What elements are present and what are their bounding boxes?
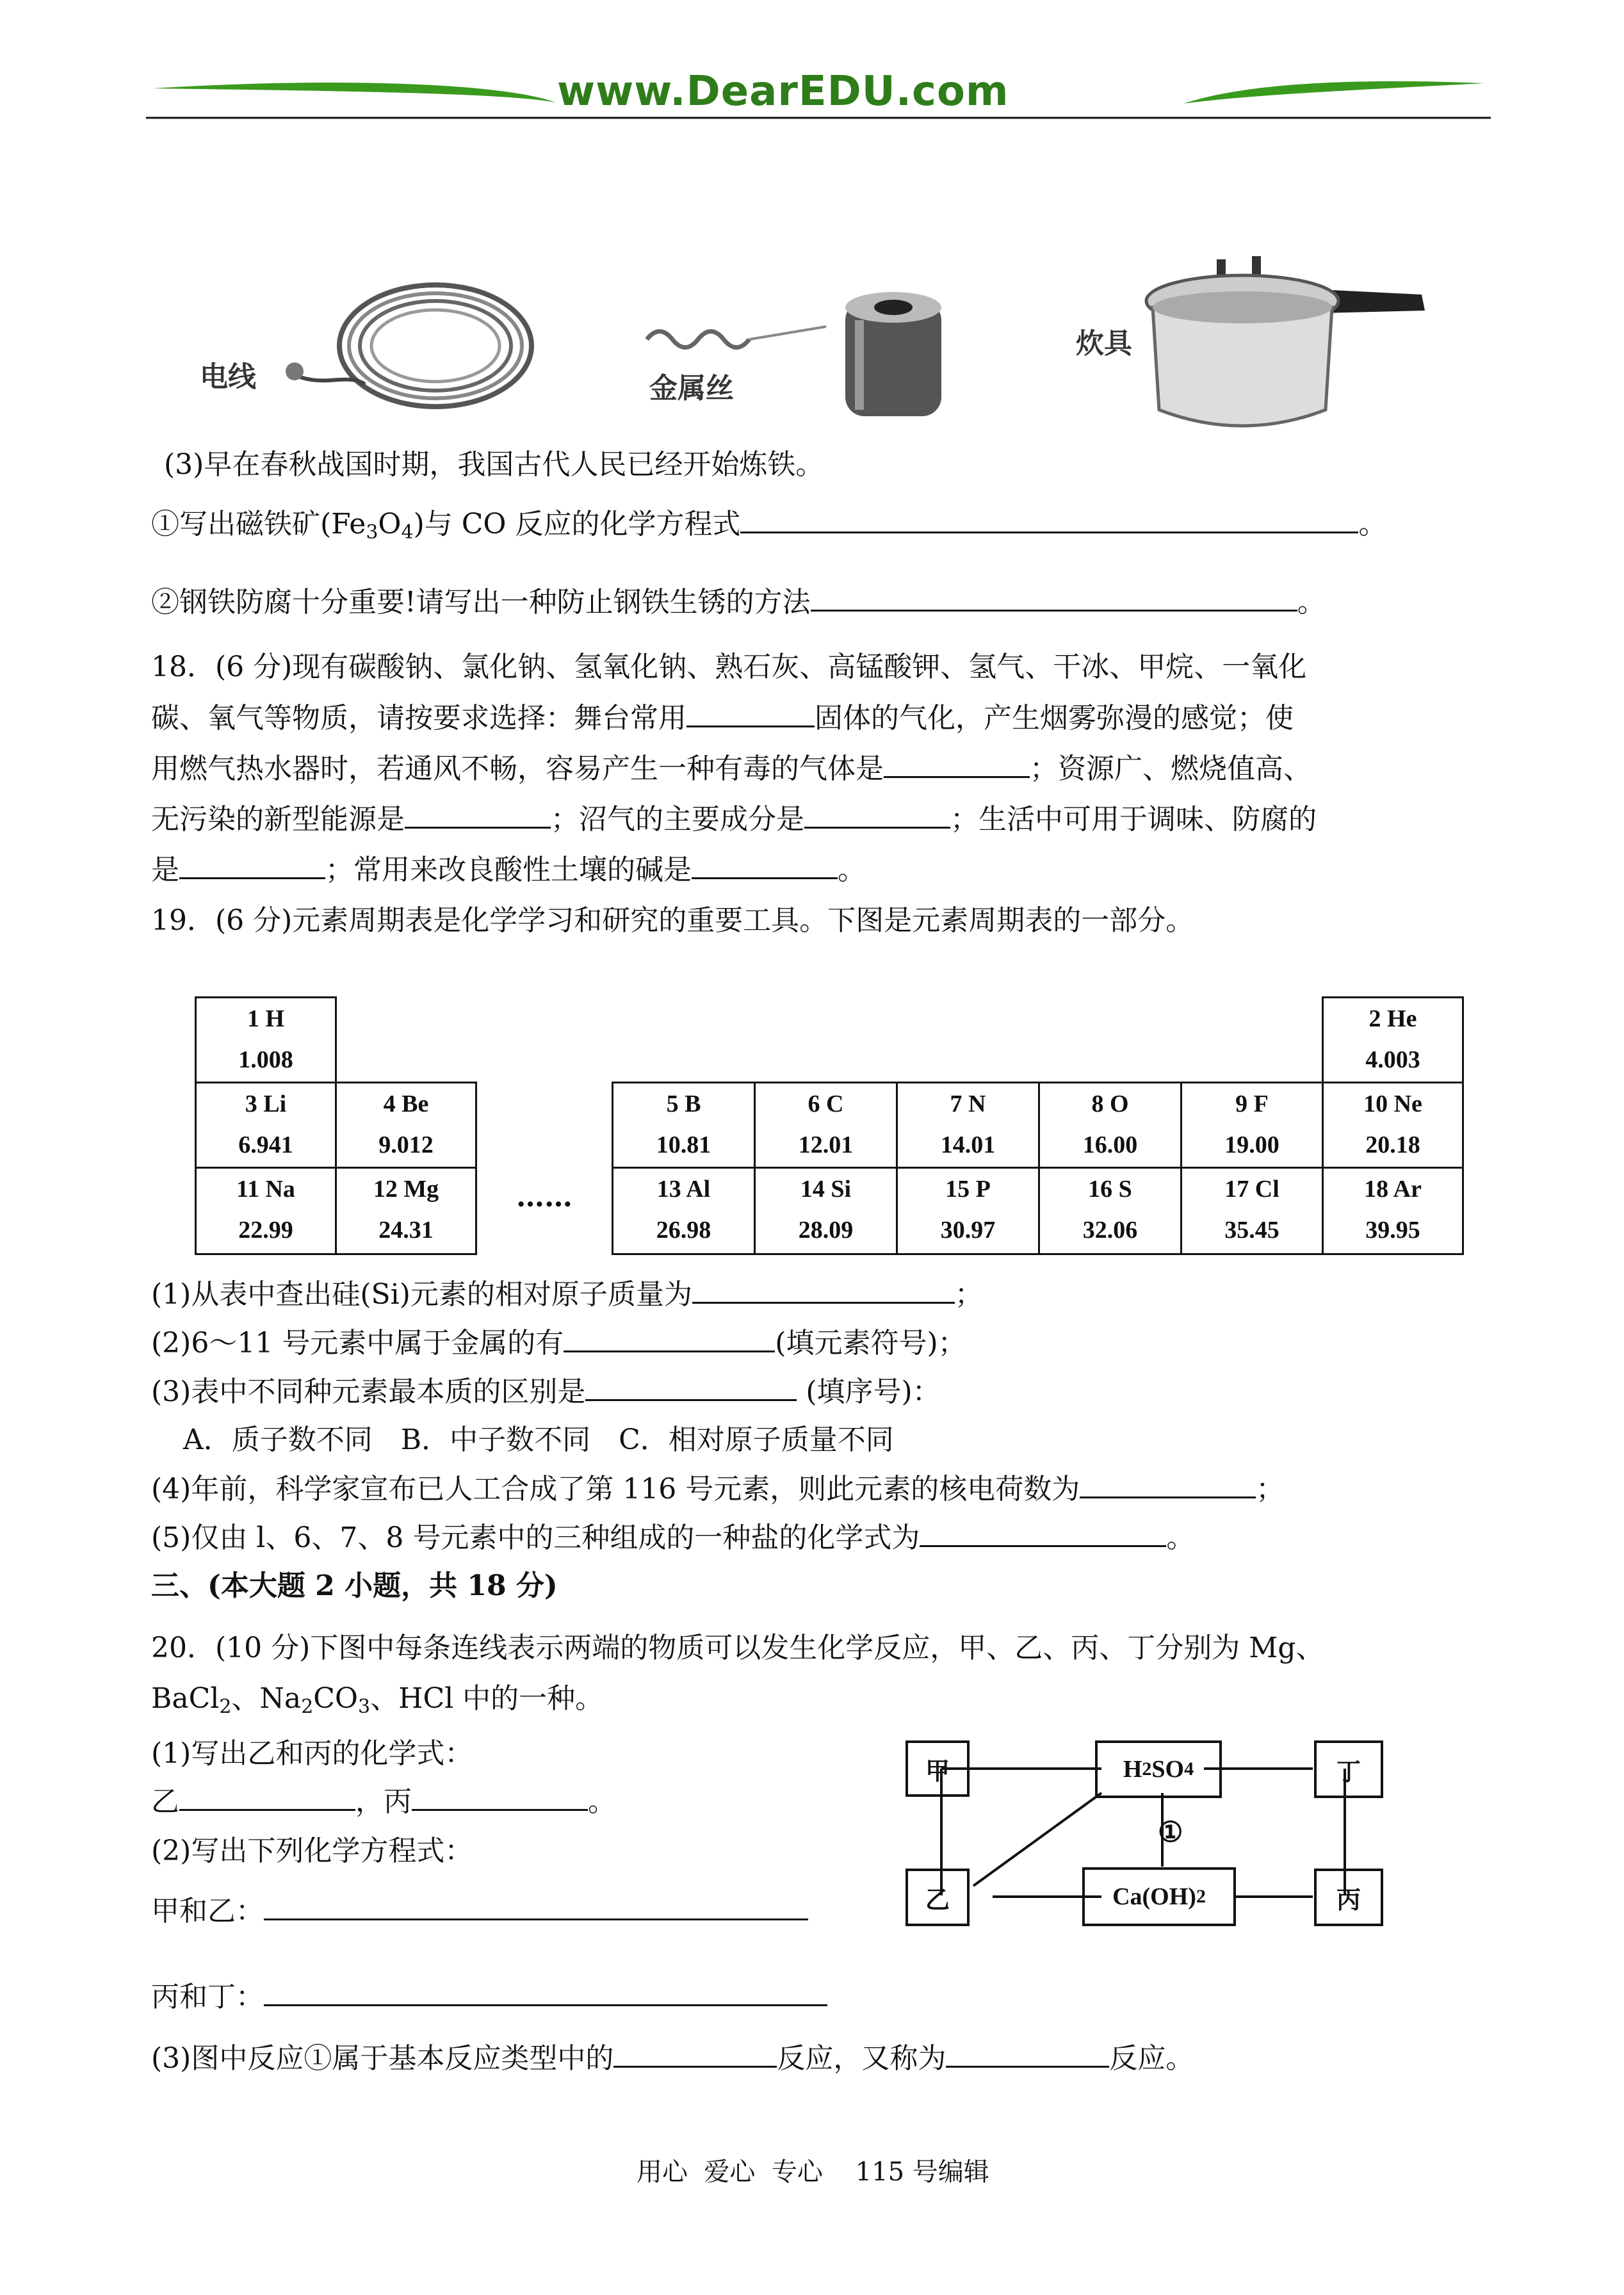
node-bing: 丙	[1314, 1869, 1383, 1926]
element-cell-B: 5 B 10.81	[612, 1082, 756, 1169]
node-jia: 甲	[905, 1740, 970, 1797]
answer-blank[interactable]	[405, 801, 551, 829]
element-cell-Mg: 12 Mg 24.31	[335, 1167, 477, 1255]
q18-line5: 是 ；常用来改良酸性土壤的碱是 。	[151, 852, 866, 888]
q18-line4: 无污染的新型能源是 ；沼气的主要成分是 ；生活中可用于调味、防腐的	[151, 801, 1317, 838]
q20-line1: 20．(10 分)下图中每条连线表示两端的物质可以发生化学反应，甲、乙、丙、丁分别为 Mg、	[151, 1632, 1324, 1664]
element-cell-H: 1 H 1.008	[195, 996, 337, 1083]
page-footer: 用心 爱心 专心 115 号编辑	[637, 2157, 989, 2187]
q20-eq-jia-yi: 甲和乙：	[151, 1893, 808, 1929]
answer-blank[interactable]	[1080, 1471, 1256, 1498]
q19-part2: (2)6～11 号元素中属于金属的有 (填元素符号)；	[151, 1325, 966, 1361]
q19-part1: (1)从表中查出硅(Si)元素的相对原子质量为 ；	[151, 1276, 983, 1313]
element-cell-Al: 13 Al 26.98	[612, 1167, 756, 1255]
element-cell-Li: 3 Li 6.941	[195, 1082, 337, 1169]
q17-line-a: ①写出磁铁矿$(Fe_3O_4)$与 CO 反应的化学方程式 。	[151, 506, 1386, 551]
answer-blank[interactable]	[179, 852, 325, 879]
node-caoh2: Ca(OH) 2	[1082, 1867, 1236, 1926]
answer-blank[interactable]	[740, 506, 1358, 533]
q20-part1-answers: 乙 ，丙 。	[151, 1783, 616, 1820]
answer-blank[interactable]	[920, 1520, 1166, 1547]
q17-line-b: ②钢铁防腐十分重要!请写出一种防止钢铁生锈的方法 。	[151, 584, 1326, 620]
section3-heading: 三、(本大题 2 小题，共 18 分)	[151, 1569, 558, 1602]
q20-part2: (2)写出下列化学方程式：	[151, 1835, 473, 1867]
element-cell-S: 16 S 32.06	[1038, 1167, 1182, 1255]
node-yi: 乙	[905, 1869, 970, 1926]
q17-part3: (3)早在春秋战国时期，我国古代人民已经开始炼铁。	[164, 448, 824, 481]
element-cell-O: 8 O 16.00	[1038, 1082, 1182, 1169]
header-logo-text: www.DearEDU.com	[557, 68, 1009, 115]
node-ding: 丁	[1314, 1740, 1383, 1798]
answer-blank[interactable]	[412, 1783, 588, 1811]
q20-part3: (3)图中反应①属于基本反应类型中的 反应，又称为 反应。	[151, 2040, 1194, 2077]
answer-blank[interactable]	[804, 801, 950, 829]
element-cell-Na: 11 Na 22.99	[195, 1167, 337, 1255]
reaction-1-marker: ①	[1158, 1816, 1183, 1849]
q18-line3: 用燃气热水器时，若通风不畅，容易产生一种有毒的气体是 ；资源广、燃烧值高、	[151, 750, 1311, 787]
answer-blank[interactable]	[811, 584, 1297, 612]
element-cell-Ne: 10 Ne 20.18	[1322, 1082, 1464, 1169]
answer-blank[interactable]	[264, 1979, 827, 2006]
answer-blank[interactable]	[585, 1374, 797, 1401]
answer-blank[interactable]	[692, 1276, 955, 1304]
q19-part4: (4)年前，科学家宣布已人工合成了第 116 号元素，则此元素的核电荷数为 ；	[151, 1471, 1284, 1507]
element-cell-P: 15 P 30.97	[896, 1167, 1040, 1255]
pressure-cooker-image	[1140, 250, 1441, 442]
answer-blank[interactable]	[264, 1893, 808, 1920]
node-h2so4: H 2 SO 4	[1095, 1740, 1222, 1798]
metal-wire-label: 金属丝	[649, 372, 734, 405]
element-cell-He: 2 He 4.003	[1322, 996, 1464, 1083]
q20-line2: BaCl$_2$、$Na_2CO_3$、HCl 中的一种。	[151, 1682, 604, 1718]
answer-blank[interactable]	[884, 750, 1030, 778]
element-cell-Si: 14 Si 28.09	[754, 1167, 898, 1255]
q19-intro: 19．(6 分)元素周期表是化学学习和研究的重要工具。下图是元素周期表的一部分。	[151, 904, 1194, 937]
q20-eq-bing-ding: 丙和丁：	[151, 1979, 827, 2015]
answer-blank[interactable]	[686, 700, 815, 727]
q19-part3: (3)表中不同种元素最本质的区别是 (填序号)：	[151, 1374, 941, 1410]
wire-label: 电线	[200, 361, 256, 393]
element-cell-N: 7 N 14.01	[896, 1082, 1040, 1169]
q20-part1: (1)写出乙和丙的化学式：	[151, 1737, 473, 1770]
answer-blank[interactable]	[692, 852, 838, 879]
element-cell-C: 6 C 12.01	[754, 1082, 898, 1169]
answer-blank[interactable]	[946, 2040, 1109, 2068]
table-ellipsis: ……	[516, 1181, 572, 1213]
element-cell-F: 9 F 19.00	[1180, 1082, 1324, 1169]
element-cell-Ar: 18 Ar 39.95	[1322, 1167, 1464, 1255]
answer-blank[interactable]	[179, 1783, 355, 1811]
element-cell-Be: 4 Be 9.012	[335, 1082, 477, 1169]
q19-part5: (5)仅由 l、6、7、8 号元素中的三种组成的一种盐的化学式为 。	[151, 1520, 1194, 1556]
answer-blank[interactable]	[564, 1325, 775, 1352]
answer-blank[interactable]	[613, 2040, 777, 2068]
q18-line1: 18．(6 分)现有碳酸钠、氯化钠、氢氧化钠、熟石灰、高锰酸钾、氢气、干冰、甲烷、一氧化	[151, 651, 1307, 683]
q18-line2: 碳、氧气等物质，请按要求选择：舞台常用 固体的气化，产生烟雾弥漫的感觉；使	[151, 700, 1294, 736]
cooker-label: 炊具	[1076, 327, 1132, 360]
element-cell-Cl: 17 Cl 35.45	[1180, 1167, 1324, 1255]
q19-part3-options: A．质子数不同 B．中子数不同 C．相对原子质量不同	[183, 1423, 894, 1456]
header-banner	[146, 64, 1491, 122]
wire-coil-image	[192, 275, 538, 423]
